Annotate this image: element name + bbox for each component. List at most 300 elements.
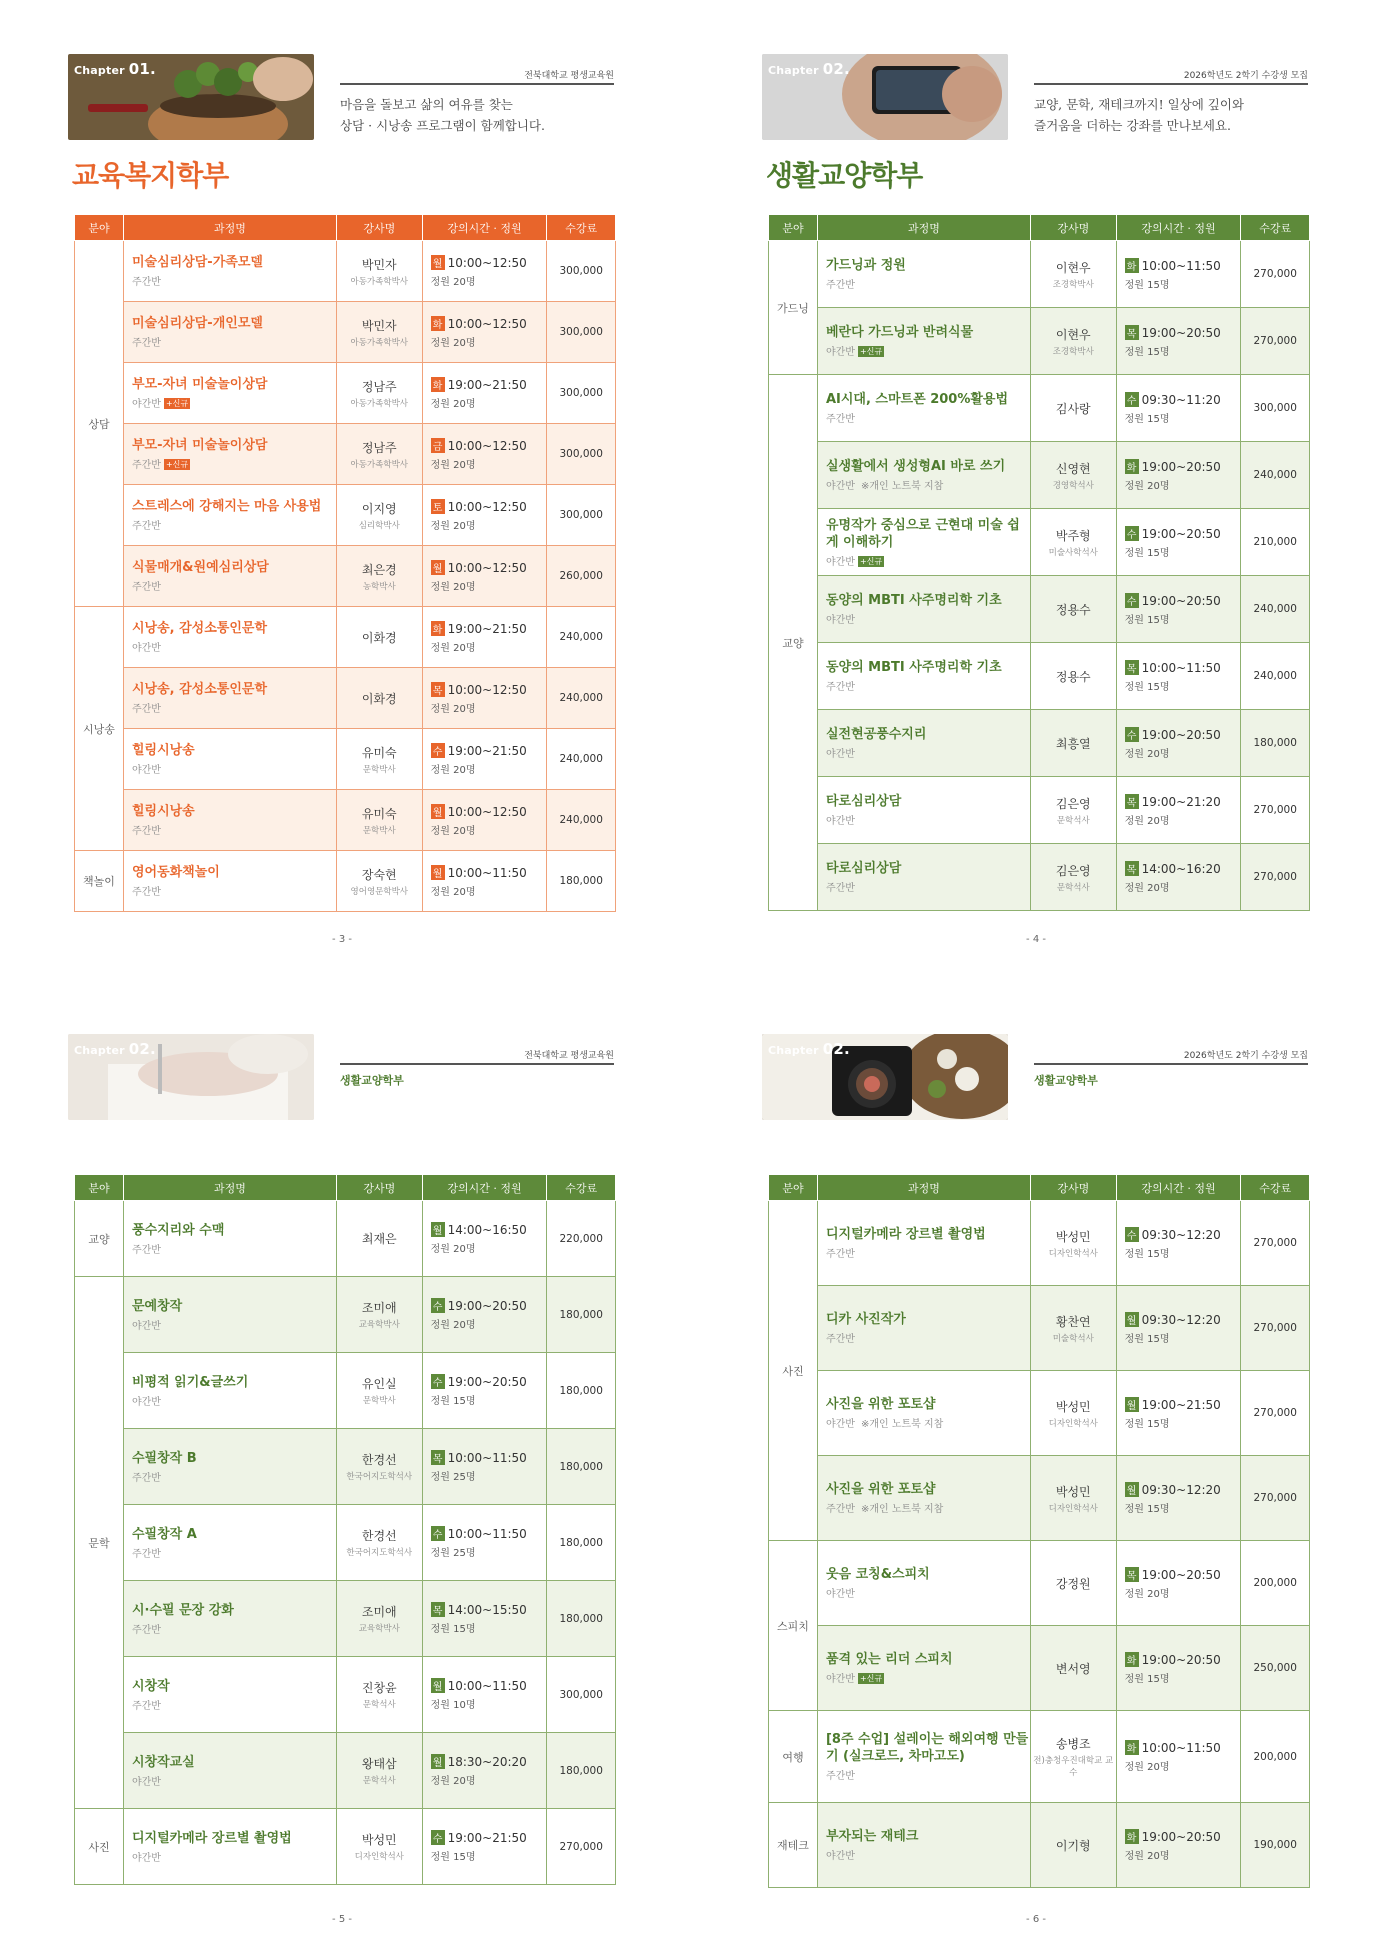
instructor-cell (336, 1429, 422, 1505)
course-session (132, 334, 336, 349)
table-row[interactable] (769, 1541, 1310, 1626)
table-row[interactable] (769, 1201, 1310, 1286)
instructor-name: 한경선 (361, 1529, 397, 1543)
field-cell (75, 1201, 124, 1277)
table-row[interactable] (75, 1809, 616, 1885)
instructor-degree: 조경학박사 (1052, 346, 1094, 357)
instructor-degree: 아동가족학박사 (350, 337, 408, 348)
course-session (132, 1469, 336, 1484)
table-row[interactable] (75, 668, 616, 729)
fee-cell: 300,000 (547, 302, 616, 363)
course-cell[interactable] (123, 607, 336, 668)
table-row[interactable] (769, 1371, 1310, 1456)
intro-text (340, 94, 616, 136)
day-badge: 수 (431, 743, 445, 758)
table-row[interactable] (75, 241, 616, 302)
table-row[interactable] (769, 1803, 1310, 1888)
course-cell[interactable] (123, 1581, 336, 1657)
course-name[interactable]: 미술심리상담-가족모델 (131, 255, 263, 270)
schedule-time (1125, 660, 1241, 675)
course-cell[interactable] (817, 844, 1030, 911)
session-type: 주간반 (131, 1624, 161, 1636)
table-row[interactable] (769, 1456, 1310, 1541)
course-name[interactable]: 스트레스에 강해지는 마음 사용법 (131, 499, 322, 514)
table-row[interactable] (769, 241, 1310, 308)
day-badge: 월 (431, 560, 445, 575)
session-type: 야간반 (825, 1674, 855, 1685)
course-name[interactable]: 미술심리상담-개인모델 (131, 316, 263, 331)
fee-cell: 270,000 (1241, 241, 1310, 308)
instructor-degree: 디자인학석사 (354, 1852, 404, 1862)
instructor-cell (1030, 241, 1116, 308)
course-name[interactable]: 힐링시낭송 (131, 804, 195, 819)
session-type: 주간반 (131, 1244, 161, 1256)
schedule-cell (422, 851, 547, 912)
table-row[interactable] (75, 790, 616, 851)
column-header: 강사명 (1030, 1175, 1116, 1201)
course-cell[interactable] (817, 576, 1030, 643)
instructor-degree: 문학박사 (362, 764, 396, 775)
table-row[interactable] (769, 442, 1310, 509)
schedule-cell (422, 1657, 547, 1733)
course-cell[interactable] (123, 302, 336, 363)
fee-cell: 180,000 (547, 1353, 616, 1429)
schedule-time (1125, 258, 1241, 273)
capacity: 정원 15명 (1124, 1673, 1170, 1685)
time-range: 09:30~12:20 (1141, 1482, 1221, 1497)
day-badge: 목 (1125, 1567, 1139, 1582)
schedule-time (1125, 1312, 1241, 1327)
course-name[interactable]: 시낭송, 감성소통인문학 (131, 682, 267, 697)
time-range: 19:00~20:50 (1141, 727, 1221, 742)
day-badge: 목 (431, 1450, 445, 1465)
instructor-degree: 미술학석사 (1052, 1333, 1094, 1344)
schedule-cell (422, 729, 547, 790)
course-cell[interactable] (817, 777, 1030, 844)
course-session (132, 822, 336, 837)
instructor-name: 최은경 (361, 562, 397, 577)
course-cell[interactable] (817, 1626, 1030, 1711)
course-name[interactable]: 문예창작 (131, 1298, 183, 1314)
instructor-cell (1030, 710, 1116, 777)
course-cell[interactable] (123, 1201, 336, 1277)
table-row[interactable] (75, 851, 616, 912)
instructor-cell (1030, 1626, 1116, 1711)
course-name[interactable]: 디지털카메라 장르별 촬영법 (825, 1227, 986, 1242)
page-4 (762, 54, 1310, 944)
table-row[interactable] (769, 509, 1310, 576)
course-name[interactable]: 사진을 위한 포토샵 (825, 1397, 936, 1412)
field-cell (769, 1803, 818, 1888)
course-name[interactable]: 동양의 MBTI 사주명리학 기초 (825, 593, 1002, 608)
table-row[interactable] (75, 1733, 616, 1809)
table-header-row (769, 1175, 1310, 1201)
table-row[interactable] (75, 1201, 616, 1277)
day-badge: 수 (431, 1526, 445, 1541)
table-row[interactable] (75, 729, 616, 790)
header-text: 2026학년도 2학기 수강생 모집 (1183, 71, 1308, 81)
instructor-name: 이화경 (361, 630, 397, 645)
instructor-name: 진창윤 (361, 1681, 397, 1695)
course-cell[interactable] (817, 375, 1030, 442)
field-label: 재테크 (777, 1839, 809, 1852)
schedule-cell (1116, 241, 1241, 308)
table-row[interactable] (75, 1353, 616, 1429)
instructor-cell (1030, 643, 1116, 710)
table-row[interactable] (769, 308, 1310, 375)
instructor-name: 강정원 (1055, 1576, 1091, 1591)
day-badge: 목 (1125, 660, 1139, 675)
new-badge: +신규 (859, 556, 883, 566)
intro-line: 마음을 돌보고 삶의 여유를 찾는 (340, 97, 513, 112)
table-row[interactable] (75, 1277, 616, 1353)
table-row[interactable] (769, 777, 1310, 844)
session-type: 주간반 (131, 1700, 161, 1712)
instructor-name: 박성민 (1055, 1399, 1091, 1414)
instructor-cell (1030, 308, 1116, 375)
table-row[interactable] (75, 1581, 616, 1657)
table-row[interactable] (769, 643, 1310, 710)
column-header: 강사명 (1030, 215, 1116, 241)
day-badge: 월 (431, 865, 445, 880)
page-5 (68, 1034, 616, 1924)
course-cell[interactable] (817, 1371, 1030, 1456)
column-header: 강의시간 · 정원 (422, 215, 547, 241)
course-name[interactable]: 시낭송, 감성소통인문학 (131, 621, 267, 636)
capacity: 정원 15명 (1124, 547, 1170, 559)
field-label: 사진 (88, 1840, 110, 1854)
course-cell[interactable] (817, 1803, 1030, 1888)
course-name[interactable]: 수필창작 A (131, 1526, 197, 1542)
instructor-cell (336, 851, 422, 912)
course-session (132, 1773, 336, 1788)
table-row[interactable] (75, 363, 616, 424)
course-name[interactable]: [8주 수업] 설레이는 해외여행 만들기 (실크로드, 차마고도) (825, 1732, 1029, 1764)
course-cell[interactable] (817, 241, 1030, 308)
instructor-cell (1030, 442, 1116, 509)
course-session (826, 477, 1030, 492)
time-range: 19:00~20:50 (447, 1299, 527, 1313)
instructor-degree: 한국어지도학석사 (346, 1548, 413, 1558)
time-range: 19:00~20:50 (1141, 593, 1221, 608)
course-name[interactable]: 부모-자녀 미술놀이상담 (131, 377, 268, 392)
schedule-time (431, 804, 547, 819)
course-session (826, 1245, 1030, 1260)
course-cell[interactable] (123, 1809, 336, 1885)
schedule-cell (422, 424, 547, 485)
course-cell[interactable] (123, 729, 336, 790)
chapter-number: 02. (822, 60, 850, 78)
page-number: - 3 - (332, 934, 352, 945)
course-cell[interactable] (123, 1277, 336, 1353)
table-row[interactable] (75, 302, 616, 363)
schedule-time (431, 1526, 547, 1541)
instructor-name: 유미숙 (361, 806, 397, 821)
course-cell[interactable] (817, 1286, 1030, 1371)
session-type: 주간반 (825, 883, 855, 894)
instructor-degree: 한국어지도학석사 (346, 1472, 413, 1482)
capacity: 정원 15명 (430, 1852, 476, 1863)
fee-cell: 270,000 (547, 1809, 616, 1885)
course-session (826, 276, 1030, 291)
table-row[interactable] (769, 844, 1310, 911)
header-rule (340, 83, 614, 85)
course-name[interactable]: AI시대, 스마트폰 200%활용법 (825, 392, 1009, 407)
instructor-cell (1030, 1371, 1116, 1456)
page-number: - 4 - (1026, 934, 1046, 945)
instructor-cell (1030, 1711, 1116, 1803)
instructor-name: 송병조 (1055, 1737, 1091, 1751)
time-range: 09:30~12:20 (1141, 1227, 1221, 1242)
course-cell[interactable] (817, 1456, 1030, 1541)
course-name[interactable]: 유명작가 중심으로 근현대 미술 쉽게 이해하기 (825, 517, 1020, 550)
session-type: 주간반 (131, 277, 161, 288)
chapter-label: Chapter (74, 64, 125, 77)
course-cell[interactable] (123, 363, 336, 424)
schedule-time (431, 865, 547, 880)
capacity: 정원 10명 (430, 1700, 476, 1711)
course-cell[interactable] (123, 241, 336, 302)
schedule-time (1125, 459, 1241, 474)
capacity: 정원 15명 (1124, 681, 1170, 693)
course-name[interactable]: 시창작 (131, 1678, 170, 1694)
instructor-name: 변서영 (1055, 1661, 1091, 1676)
day-badge: 월 (431, 1222, 445, 1237)
capacity: 정원 15명 (430, 1396, 476, 1407)
course-session (132, 883, 336, 898)
field-cell (75, 241, 124, 607)
course-cell[interactable] (817, 710, 1030, 777)
course-cell[interactable] (123, 1353, 336, 1429)
schedule-cell (1116, 777, 1241, 844)
capacity: 정원 20명 (430, 520, 476, 532)
fee-cell: 180,000 (547, 1277, 616, 1353)
column-header: 강사명 (336, 1175, 422, 1201)
course-name[interactable]: 실전현공풍수지리 (825, 727, 927, 742)
instructor-name: 유미숙 (361, 745, 397, 760)
capacity: 정원 20명 (430, 459, 476, 471)
course-cell[interactable] (123, 424, 336, 485)
session-type: 야간반 (131, 1396, 161, 1408)
course-name[interactable]: 베란다 가드닝과 반려식물 (825, 325, 974, 340)
course-name[interactable]: 영어동화책놀이 (131, 865, 220, 880)
table-row[interactable] (75, 607, 616, 668)
course-cell[interactable] (817, 1541, 1030, 1626)
table-row[interactable] (75, 424, 616, 485)
session-type: 주간반 (131, 704, 161, 715)
session-type: 주간반 (131, 887, 161, 898)
course-name[interactable]: 풍수지리와 수맥 (131, 1222, 225, 1238)
time-range: 10:00~11:50 (1141, 660, 1221, 675)
course-cell[interactable] (123, 1429, 336, 1505)
course-cell[interactable] (123, 851, 336, 912)
capacity: 정원 20명 (1124, 480, 1170, 492)
course-name[interactable]: 시창작교실 (131, 1754, 195, 1770)
course-session (132, 456, 336, 471)
time-range: 19:00~21:50 (447, 743, 527, 758)
course-session (826, 1330, 1030, 1345)
field-cell (75, 1277, 124, 1809)
schedule-cell (1116, 710, 1241, 777)
course-name[interactable]: 부모-자녀 미술놀이상담 (131, 438, 268, 453)
course-name[interactable]: 디카 사진작가 (825, 1312, 906, 1327)
schedule-cell (1116, 1626, 1241, 1711)
course-cell[interactable] (817, 1201, 1030, 1286)
time-range: 10:00~11:50 (1141, 1741, 1221, 1755)
day-badge: 수 (431, 1298, 445, 1313)
header-rule (340, 1063, 614, 1065)
course-name[interactable]: 타로심리상담 (825, 794, 902, 809)
table-row[interactable] (75, 1429, 616, 1505)
page-number: - 6 - (1026, 1914, 1046, 1925)
schedule-cell (1116, 844, 1241, 911)
table-row[interactable] (769, 576, 1310, 643)
course-name[interactable]: 시·수필 문장 강화 (131, 1602, 234, 1618)
course-cell[interactable] (817, 1711, 1030, 1803)
capacity: 정원 20명 (430, 1320, 476, 1331)
capacity: 정원 15명 (1124, 1248, 1170, 1260)
fee-cell: 270,000 (1241, 777, 1310, 844)
day-badge: 목 (1125, 794, 1139, 809)
day-badge: 수 (1125, 593, 1139, 608)
capacity: 정원 20명 (430, 398, 476, 410)
time-range: 10:00~11:50 (447, 865, 527, 880)
chapter-number: 01. (128, 60, 156, 78)
table-row[interactable] (75, 1505, 616, 1581)
session-type: 주간반 (131, 521, 161, 532)
capacity: 정원 20명 (430, 581, 476, 593)
time-range: 19:00~20:50 (1141, 1567, 1221, 1582)
fee-cell: 180,000 (547, 1505, 616, 1581)
capacity: 정원 20명 (430, 1776, 476, 1787)
course-session (826, 1415, 1030, 1430)
table-row[interactable] (769, 375, 1310, 442)
schedule-cell (1116, 1286, 1241, 1371)
table-row[interactable] (75, 1657, 616, 1733)
table-row[interactable] (769, 1286, 1310, 1371)
fee-cell: 240,000 (547, 668, 616, 729)
course-cell[interactable] (123, 1505, 336, 1581)
course-cell[interactable] (817, 509, 1030, 576)
schedule-cell (422, 1733, 547, 1809)
course-name[interactable]: 타로심리상담 (825, 861, 902, 876)
schedule-time (1125, 1740, 1241, 1755)
instructor-name: 정용수 (1055, 669, 1091, 684)
column-header: 강의시간 · 정원 (1116, 215, 1241, 241)
course-name[interactable]: 품격 있는 리더 스피치 (825, 1652, 953, 1667)
field-label: 가드닝 (777, 301, 809, 315)
course-cell[interactable] (123, 1657, 336, 1733)
course-name[interactable]: 사진을 위한 포토샵 (825, 1482, 936, 1497)
instructor-cell (1030, 1456, 1116, 1541)
course-name[interactable]: 웃음 코칭&스피치 (825, 1567, 930, 1582)
day-badge: 화 (1125, 1740, 1139, 1755)
schedule-cell (1116, 375, 1241, 442)
chapter-label: Chapter (768, 64, 819, 77)
instructor-name: 정용수 (1055, 602, 1091, 617)
course-name[interactable]: 식물매개&원예심리상담 (131, 560, 269, 575)
schedule-time (1125, 1482, 1241, 1497)
course-cell[interactable] (123, 1733, 336, 1809)
new-badge: +신규 (859, 347, 883, 356)
instructor-cell (1030, 1541, 1116, 1626)
course-cell[interactable] (817, 308, 1030, 375)
fee-cell: 270,000 (1241, 1201, 1310, 1286)
course-name[interactable]: 수필창작 B (131, 1450, 197, 1466)
instructor-name: 최흥열 (1055, 736, 1091, 751)
course-session (132, 517, 336, 532)
course-name[interactable]: 동양의 MBTI 사주명리학 기초 (825, 660, 1002, 675)
course-cell[interactable] (817, 643, 1030, 710)
session-type: 야간반 (825, 556, 855, 568)
course-name[interactable]: 힐링시낭송 (131, 743, 195, 758)
course-name[interactable]: 실생활에서 생성형AI 바로 쓰기 (825, 459, 1006, 474)
fee-cell: 210,000 (1241, 509, 1310, 576)
fee-cell: 240,000 (1241, 643, 1310, 710)
fee-cell: 250,000 (1241, 1626, 1310, 1711)
intro-line: 상담 · 시낭송 프로그램이 함께합니다. (340, 118, 545, 133)
table-row[interactable] (75, 546, 616, 607)
session-type: 야간반 (131, 643, 161, 654)
course-name[interactable]: 가드닝과 정원 (825, 258, 906, 273)
day-badge: 월 (431, 255, 445, 270)
course-name[interactable]: 디지털카메라 장르별 촬영법 (131, 1830, 292, 1846)
instructor-degree: 디자인학석사 (1048, 1248, 1098, 1259)
course-name[interactable]: 부자되는 재테크 (825, 1829, 919, 1844)
instructor-degree: 교육학박사 (358, 1624, 400, 1634)
course-cell[interactable] (123, 790, 336, 851)
table-row[interactable] (75, 485, 616, 546)
instructor-cell (1030, 509, 1116, 576)
schedule-time (431, 1222, 547, 1237)
instructor-degree: 아동가족학박사 (350, 459, 408, 470)
course-session (132, 1393, 336, 1408)
course-table (768, 1174, 1310, 1888)
day-badge: 수 (1125, 526, 1139, 541)
instructor-cell (336, 1733, 422, 1809)
instructor-degree: 아동가족학박사 (350, 398, 408, 409)
schedule-cell (1116, 1371, 1241, 1456)
chapter-badge (74, 1040, 156, 1058)
time-range: 09:30~12:20 (1141, 1312, 1221, 1327)
schedule-time (431, 499, 547, 514)
course-cell[interactable] (123, 668, 336, 729)
chapter-hero (762, 54, 1008, 140)
column-header: 강의시간 · 정원 (422, 1175, 547, 1201)
new-badge: +신규 (165, 460, 189, 469)
table-row[interactable] (769, 1626, 1310, 1711)
session-type: 야간반 (131, 1776, 161, 1788)
instructor-degree: 문학박사 (362, 1396, 396, 1406)
chapter-badge (768, 60, 850, 78)
table-row[interactable] (769, 1711, 1310, 1803)
schedule-cell (422, 1809, 547, 1885)
course-cell[interactable] (817, 442, 1030, 509)
schedule-time (431, 1374, 547, 1389)
day-badge: 목 (431, 682, 445, 697)
course-name[interactable]: 비평적 읽기&글쓰기 (131, 1374, 249, 1390)
capacity: 정원 15명 (1124, 346, 1170, 358)
instructor-cell (336, 424, 422, 485)
course-cell[interactable] (123, 546, 336, 607)
table-row[interactable] (769, 710, 1310, 777)
field-label: 시낭송 (83, 722, 115, 736)
capacity: 정원 15명 (1124, 279, 1170, 291)
course-session (132, 700, 336, 715)
fee-cell: 240,000 (1241, 442, 1310, 509)
time-range: 19:00~20:50 (1141, 325, 1221, 340)
course-cell[interactable] (123, 485, 336, 546)
